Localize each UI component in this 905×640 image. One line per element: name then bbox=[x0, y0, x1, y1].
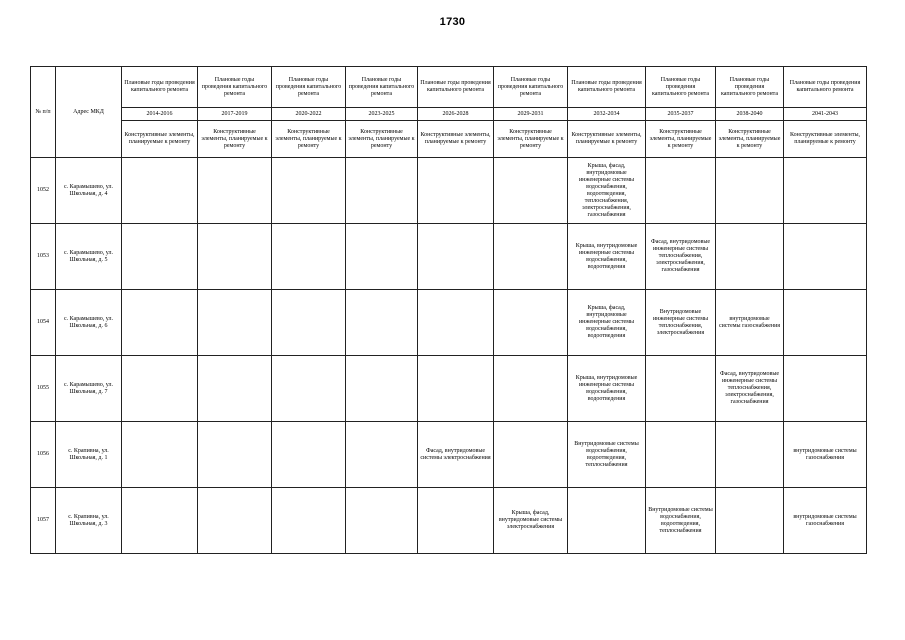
header-period-title: Плановые годы проведения капитального ремонта bbox=[418, 67, 494, 108]
repair-cell bbox=[272, 158, 346, 224]
repair-cell bbox=[418, 290, 494, 356]
header-num: № п/п bbox=[31, 67, 56, 158]
repair-cell bbox=[198, 356, 272, 422]
repair-cell bbox=[122, 290, 198, 356]
header-years: 2041-2043 bbox=[784, 108, 867, 121]
header-elements: Конструктивные элементы, планируемые к ремонту bbox=[346, 121, 418, 158]
row-address: с. Карамышево, ул. Школьная, д. 5 bbox=[56, 224, 122, 290]
repair-cell bbox=[346, 290, 418, 356]
repair-cell: внутридомовые системы газоснабжения bbox=[784, 488, 867, 554]
repair-cell: Крыша, фасад, внутридомовые системы электроснабжения bbox=[494, 488, 568, 554]
row-address: с. Карамышево, ул. Школьная, д. 6 bbox=[56, 290, 122, 356]
row-address: с. Карамышево, ул. Школьная, д. 4 bbox=[56, 158, 122, 224]
header-years: 2020-2022 bbox=[272, 108, 346, 121]
repair-cell bbox=[784, 158, 867, 224]
repair-cell bbox=[346, 224, 418, 290]
repair-cell bbox=[198, 488, 272, 554]
row-address: с. Карамышево, ул. Школьная, д. 7 bbox=[56, 356, 122, 422]
repair-cell bbox=[716, 224, 784, 290]
header-elements: Конструктивные элементы, планируемые к ремонту bbox=[568, 121, 646, 158]
repair-cell bbox=[272, 488, 346, 554]
header-period-title: Плановые годы проведения капитального ремонта bbox=[122, 67, 198, 108]
repair-cell bbox=[716, 422, 784, 488]
repair-cell bbox=[198, 158, 272, 224]
repair-cell bbox=[646, 356, 716, 422]
repair-cell bbox=[716, 158, 784, 224]
repair-cell: Крыша, внутридомовые инженерные системы водоснабжения, водоотведения bbox=[568, 224, 646, 290]
header-period-title: Плановые годы проведения капитального ремонта bbox=[568, 67, 646, 108]
repair-cell bbox=[716, 488, 784, 554]
header-elements: Конструктивные элементы, планируемые к ремонту bbox=[784, 121, 867, 158]
header-elements: Конструктивные элементы, планируемые к ремонту bbox=[494, 121, 568, 158]
repair-cell: Фасад, внутридомовые системы электроснабжения bbox=[418, 422, 494, 488]
repair-cell bbox=[272, 422, 346, 488]
repair-cell bbox=[122, 488, 198, 554]
header-elements: Конструктивные элементы, планируемые к ремонту bbox=[418, 121, 494, 158]
header-elements: Конструктивные элементы, планируемые к ремонту bbox=[646, 121, 716, 158]
row-address: с. Крапивна, ул. Школьная, д. 3 bbox=[56, 488, 122, 554]
repair-cell bbox=[494, 224, 568, 290]
header-elements: Конструктивные элементы, планируемые к ремонту bbox=[198, 121, 272, 158]
repair-cell bbox=[418, 158, 494, 224]
header-address: Адрес МКД bbox=[56, 67, 122, 158]
row-number: 1055 bbox=[31, 356, 56, 422]
header-elements: Конструктивные элементы, планируемые к ремонту bbox=[716, 121, 784, 158]
repair-cell: Фасад, внутридомовые инженерные системы теплоснабжения, электроснабжения, газоснабжения bbox=[716, 356, 784, 422]
repair-cell bbox=[346, 356, 418, 422]
repair-cell bbox=[346, 422, 418, 488]
repair-cell bbox=[346, 488, 418, 554]
repair-cell bbox=[784, 290, 867, 356]
row-number: 1056 bbox=[31, 422, 56, 488]
repair-cell: внутридомовые системы газоснабжения bbox=[716, 290, 784, 356]
header-period-title: Плановые годы проведения капитального ремонта bbox=[784, 67, 867, 108]
row-number: 1052 bbox=[31, 158, 56, 224]
page-number: 1730 bbox=[439, 16, 466, 28]
repair-cell bbox=[122, 224, 198, 290]
header-years: 2023-2025 bbox=[346, 108, 418, 121]
table-row bbox=[31, 422, 867, 488]
repair-cell: Крыша, внутридомовые инженерные системы водоснабжения, водоотведения bbox=[568, 356, 646, 422]
row-address: с. Крапивна, ул. Школьная, д. 1 bbox=[56, 422, 122, 488]
repair-cell bbox=[646, 422, 716, 488]
repair-cell bbox=[646, 158, 716, 224]
table-row bbox=[31, 290, 867, 356]
repair-cell bbox=[272, 224, 346, 290]
header-years: 2014-2016 bbox=[122, 108, 198, 121]
repair-cell: Внутридомовые системы водоснабжения, водоотведения, теплоснабжения bbox=[568, 422, 646, 488]
header-elements: Конструктивные элементы, планируемые к ремонту bbox=[272, 121, 346, 158]
repair-cell bbox=[272, 290, 346, 356]
repair-cell bbox=[418, 224, 494, 290]
header-period-title: Плановые годы проведения капитального ремонта bbox=[494, 67, 568, 108]
header-years: 2038-2040 bbox=[716, 108, 784, 121]
repair-cell: Крыша, фасад, внутридомовые инженерные системы водоснабжения, водоотведения, теплоснабжения, электроснабжения, газоснабжения bbox=[568, 158, 646, 224]
repair-cell bbox=[122, 422, 198, 488]
repair-cell bbox=[272, 356, 346, 422]
header-years: 2017-2019 bbox=[198, 108, 272, 121]
header-period-title: Плановые годы проведения капитального ремонта bbox=[272, 67, 346, 108]
row-number: 1053 bbox=[31, 224, 56, 290]
repair-cell bbox=[122, 158, 198, 224]
header-years: 2035-2037 bbox=[646, 108, 716, 121]
repair-cell bbox=[418, 488, 494, 554]
header-period-title: Плановые годы проведения капитального ремонта bbox=[198, 67, 272, 108]
table-row bbox=[31, 158, 867, 224]
repair-cell bbox=[198, 422, 272, 488]
repair-cell: Фасад, внутридомовые инженерные системы теплоснабжения, электроснабжения, газоснабжения bbox=[646, 224, 716, 290]
header-years: 2032-2034 bbox=[568, 108, 646, 121]
repair-cell bbox=[198, 290, 272, 356]
row-number: 1057 bbox=[31, 488, 56, 554]
repair-cell bbox=[198, 224, 272, 290]
repair-cell bbox=[494, 290, 568, 356]
header-years: 2026-2028 bbox=[418, 108, 494, 121]
header-period-title: Плановые годы проведения капитального ремонта bbox=[346, 67, 418, 108]
repair-cell bbox=[568, 488, 646, 554]
header-elements: Конструктивные элементы, планируемые к ремонту bbox=[122, 121, 198, 158]
header-period-title: Плановые годы проведения капитального ремонта bbox=[716, 67, 784, 108]
row-number: 1054 bbox=[31, 290, 56, 356]
repair-cell bbox=[494, 356, 568, 422]
repair-cell: Крыша, фасад, внутридомовые инженерные системы водоснабжения, водоотведения bbox=[568, 290, 646, 356]
repair-cell bbox=[784, 356, 867, 422]
repair-cell bbox=[122, 356, 198, 422]
repair-cell: Внутридомовые системы водоснабжения, водоотведения, теплоснабжения bbox=[646, 488, 716, 554]
repair-cell: Внутридомовые инженерные системы теплоснабжения, электроснабжения bbox=[646, 290, 716, 356]
repair-cell bbox=[418, 356, 494, 422]
repair-cell bbox=[346, 158, 418, 224]
header-period-title: Плановые годы проведения капитального ремонта bbox=[646, 67, 716, 108]
header-years: 2029-2031 bbox=[494, 108, 568, 121]
repair-cell bbox=[494, 422, 568, 488]
table-row bbox=[31, 356, 867, 422]
repair-cell bbox=[494, 158, 568, 224]
table-row bbox=[31, 488, 867, 554]
table-row bbox=[31, 224, 867, 290]
capital-repair-plan-table bbox=[30, 66, 867, 554]
repair-cell: внутридомовые системы газоснабжения bbox=[784, 422, 867, 488]
repair-cell bbox=[784, 224, 867, 290]
